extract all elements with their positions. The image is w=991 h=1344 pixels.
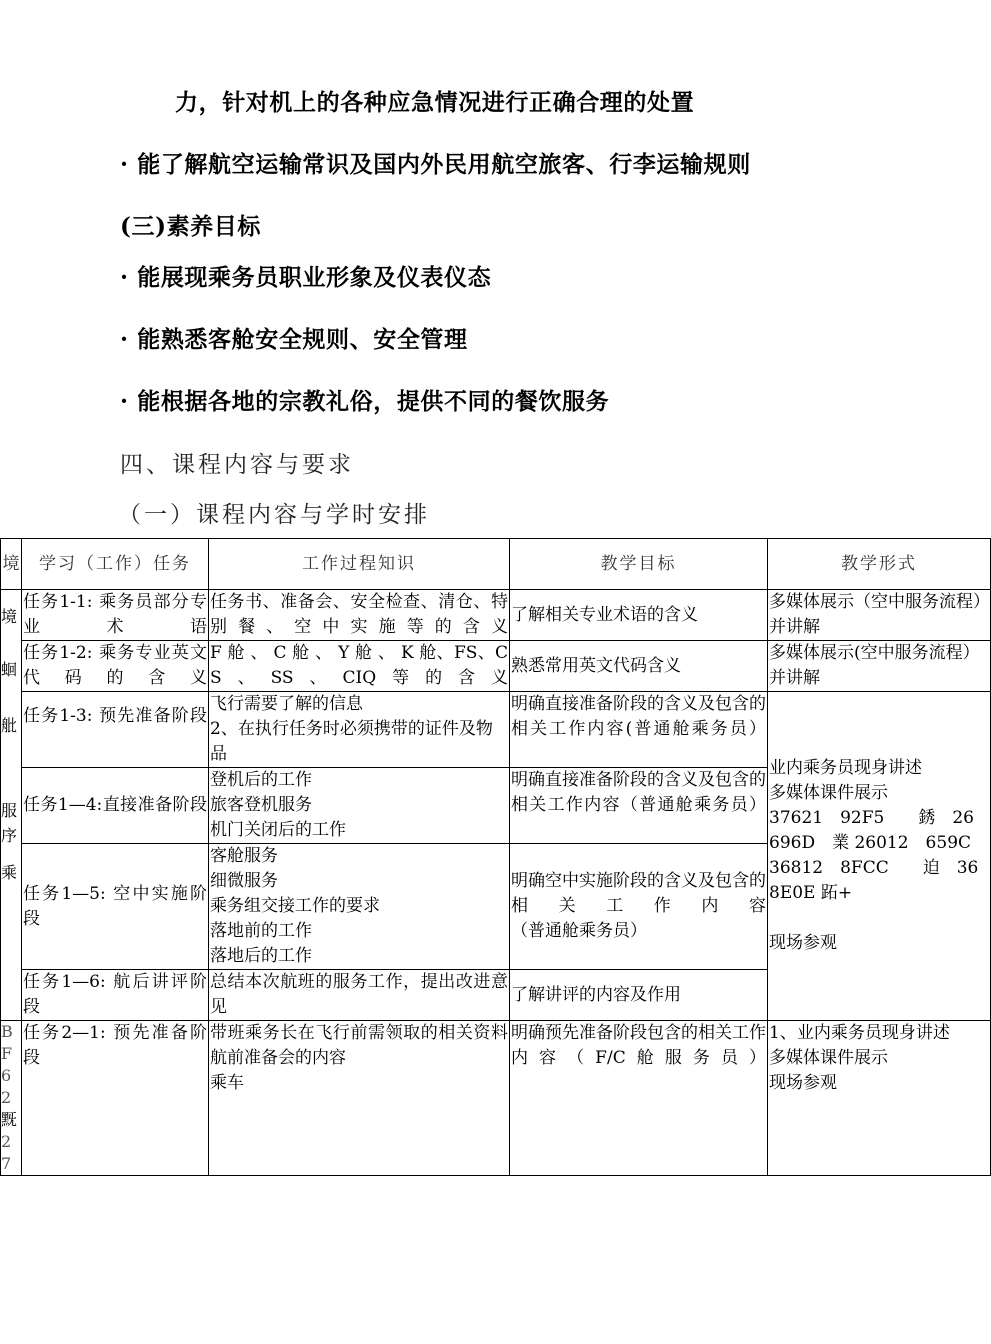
knowledge-line: 落地前的工作 (210, 921, 312, 941)
course-content-table-wrapper (0, 538, 982, 1176)
knowledge-line: 落地后的工作 (210, 946, 312, 966)
form-line: 696D 業 26012 659C (769, 833, 972, 853)
context-cell-1 (1, 590, 22, 1021)
form-line: 多媒体课件展示 (769, 783, 888, 803)
task-cell: 任务1-3: 预先准备阶段 (22, 692, 209, 768)
goal-cell: 熟悉常用英文代码含义 (510, 641, 768, 692)
context-char: BF (1, 1022, 13, 1063)
knowledge-cell: F 舱 、 C 舱 、 Y 舱 、 K 舱、FS、CS、SS、CIQ等的含义 (209, 641, 510, 692)
text-line-0: 力，针对机上的各种应急情况进行正确合理的处置 (175, 89, 695, 116)
table-row (1, 692, 991, 768)
knowledge-line: 乘车 (210, 1073, 244, 1093)
text-line-4: · 能熟悉客舱安全规则、安全管理 (120, 326, 468, 353)
text-line-5: · 能根据各地的宗教礼俗，提供不同的餐饮服务 (120, 388, 610, 415)
goal-line: 明确空中实施阶段的含义及包含的相关工作内容 (511, 871, 766, 916)
text-line-1: · 能了解航空运输常识及国内外民用航空旅客、行李运输规则 (120, 151, 751, 178)
section-heading-literacy: (三)素养目标 (120, 213, 261, 240)
context-char: 蛔 (1, 660, 18, 679)
knowledge-line: 登机后的工作 (210, 770, 312, 790)
knowledge-cell (209, 1021, 510, 1176)
header-task: 学习（工作）任务 (22, 539, 209, 590)
context-char: 乘 (1, 863, 18, 882)
form-cell: 多媒体展示(空中服务流程）并讲解 (768, 641, 991, 692)
knowledge-line: 客舱服务 (210, 846, 278, 866)
merged-form-cell (768, 692, 991, 1021)
form-cell: 多媒体展示（空中服务流程）并讲解 (768, 590, 991, 641)
knowledge-cell (209, 844, 510, 970)
knowledge-line: 航前准备会的内容 (210, 1048, 346, 1068)
table-row (1, 641, 991, 692)
header-form: 教学形式 (768, 539, 991, 590)
goal-cell (510, 844, 768, 970)
context-char: 序 (1, 826, 18, 845)
form-line: 现场参观 (769, 933, 837, 953)
header-knowledge: 工作过程知识 (209, 539, 510, 590)
context-char: 境 (1, 607, 18, 626)
header-context: 境 (1, 539, 22, 590)
knowledge-line: 旅客登机服务 (210, 795, 312, 815)
knowledge-line: 细微服务 (210, 871, 278, 891)
knowledge-cell: 总结本次航班的服务工作，提出改进意见 (209, 970, 510, 1021)
task-cell: 任务1—4:直接准备阶段 (22, 768, 209, 844)
context-char: 黖 (1, 1110, 18, 1129)
task-cell: 任务1-2: 乘务专业英文代码的含义 (22, 641, 209, 692)
table-row (1, 1021, 991, 1176)
goal-cell: 明确预先准备阶段包含的相关工作内容（F/C舱服务员） (510, 1021, 768, 1176)
goal-cell: 明确直接准备阶段的含义及包含的相关工作内容（普通舱乘务员） (510, 768, 768, 844)
context-char: 舭 (1, 716, 18, 735)
context-char: 27 (1, 1132, 12, 1173)
form-line: 多媒体课件展示 (769, 1048, 888, 1068)
section-heading-content: 四、课程内容与要求 (120, 452, 354, 478)
goal-cell: 明确直接准备阶段的含义及包含的相关工作内容(普通舱乘务员） (510, 692, 768, 768)
header-goal: 教学目标 (510, 539, 768, 590)
knowledge-line: 2、在执行任务时必须携带的证件及物品 (210, 719, 493, 764)
task-cell: 任务1—6: 航后讲评阶段 (22, 970, 209, 1021)
task-cell: 任务1—5: 空中实施阶段 (22, 844, 209, 970)
form-cell (768, 1021, 991, 1176)
course-content-table (0, 538, 991, 1176)
form-line: 业内乘务员现身讲述 (769, 758, 922, 778)
context-char: 62 (1, 1066, 12, 1107)
knowledge-cell: 任务书、准备会、安全检查、清仓、特别餐、空中实施等的含义 (209, 590, 510, 641)
table-header-row (1, 539, 991, 590)
subsection-heading-schedule: （一）课程内容与学时安排 (118, 502, 430, 528)
goal-cell: 了解相关专业术语的含义 (510, 590, 768, 641)
goal-cell: 了解讲评的内容及作用 (510, 970, 768, 1021)
task-cell: 任务2—1: 预先准备阶段 (22, 1021, 209, 1176)
form-line: 1、业内乘务员现身讲述 (769, 1023, 950, 1043)
goal-line: （普通舱乘务员） (511, 921, 647, 941)
knowledge-line: 飞行需要了解的信息 (210, 694, 363, 714)
table-row (1, 590, 991, 641)
form-line: 现场参观 (769, 1073, 837, 1093)
form-line: 8E0E 跖+ (769, 883, 853, 903)
context-cell-2 (1, 1021, 22, 1176)
form-line: 37621 92F5 銹 26 (769, 808, 974, 828)
task-cell: 任务1-1: 乘务员部分专业术语 (22, 590, 209, 641)
knowledge-line: 乘务组交接工作的要求 (210, 896, 380, 916)
text-line-3: · 能展现乘务员职业形象及仪表仪态 (120, 264, 492, 291)
form-line (769, 906, 989, 931)
knowledge-cell (209, 768, 510, 844)
knowledge-line: 机门关闭后的工作 (210, 820, 346, 840)
form-line: 36812 8FCC 迫 36 (769, 858, 979, 878)
knowledge-cell (209, 692, 510, 768)
knowledge-line: 带班乘务长在飞行前需领取的相关资料 (210, 1023, 508, 1043)
context-char: 服 (1, 801, 18, 820)
